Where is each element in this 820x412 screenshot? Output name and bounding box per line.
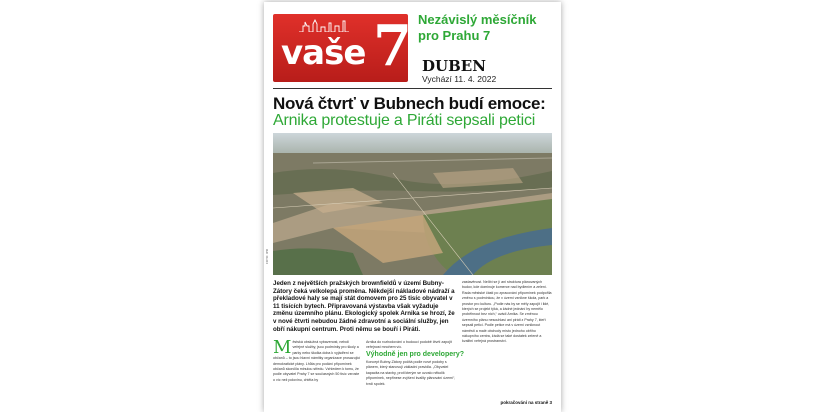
body-column-left — [273, 337, 361, 383]
issue-date: Vychází 11. 4. 2022 — [422, 74, 497, 84]
aerial-photo — [273, 133, 552, 275]
body-column-middle: Arnika do rozhodování o budoucí podobě čtvrti zapojit veřejnost mnohem víc. — [366, 340, 452, 350]
body-text-left: ěstská obslužná vybavenost, neboli veřejné služby, jsou podmínky pro školy a parky nebo školka doba k vyjádření se občanů – to jsou hlavní námitky organizace prosazující demokratické plány. Lhůta pro podání připomínek občanů skončila minulou středu. Vzhledem k tomu, že podle obyvatel Prahy 7 se současných 50 tisíc vzroste o víc než polovinu, chtěla by — [273, 340, 361, 382]
tagline: Nezávislý měsíčník pro Prahu 7 — [418, 12, 537, 43]
masthead-divider — [273, 88, 552, 89]
newspaper-front-page — [264, 2, 561, 412]
headline: Nová čtvrť v Bubnech budí emoce: — [273, 94, 546, 113]
lead-paragraph: Jeden z největších pražských brownfieldů v území Bubny-Zátory čeká velkolepá proměna. Někdejší nákladové nádraží a překladové haly se mají stát domovem pro 25 tisíc obyvatel v 11 tisících bytech. Připravovaná výstavba však vyžaduje změnu územního plánu. Ekologický spolek Arnika se hrozí, že v nové čtvrti nebudou žádné zdravotní a sociální služby, jen obří nákupní centrum. Proti němu se bouří i Piráti. — [273, 280, 455, 333]
section-subtitle: Výhodně jen pro developery? — [366, 351, 465, 358]
logo-number: 7 — [373, 13, 412, 79]
continuation-link[interactable]: pokračování na straně 3 — [500, 400, 552, 405]
photo-credit: FOTO: IPR — [265, 249, 269, 264]
subheadline: Arnika protestuje a Piráti sepsali petici — [273, 112, 536, 129]
skyline-icon — [299, 18, 349, 32]
issue-month: DUBEN — [422, 57, 486, 75]
body-column-middle-2: Koncept Bubny-Zátory počítá podle nové podoby s plánem, který stanovují základní pravidla. „Obyvatel kapacita na stavby, proti kterým se ozvalo několik připomínek, nepřinese zvýšení kvality plánování území“, tvrdí spolek. — [366, 360, 456, 386]
vase-7-logo — [273, 13, 412, 82]
drop-cap: M — [273, 337, 292, 358]
body-column-right: zastavěnost. Nelíbí se jí ani struktura plánovaných budov, kde dominuje komerce nad bydlením a zelení. Rada městské části po zpracování připomínek podpořila změnu s podmínkou, že v území vznikne škola, park a prostor pro kulturu. „Podle nás by se měly zapojit i lidé, kterých se projekt týká, a žádné jednání by nemělo proběhnout bez nich,“ uvádí Arnika. Se změnou územního plánu nesouhlasí ani piráti z Prahy 7, kteří sepsali petici. Podle petice má v území vzniknout náměstí a malé obchody místo jednoho obřího nákupního centra, žádá se také dostatek zeleně a kvalitní veřejná prostranství. — [462, 280, 552, 344]
logo-word: vaše — [281, 33, 366, 73]
